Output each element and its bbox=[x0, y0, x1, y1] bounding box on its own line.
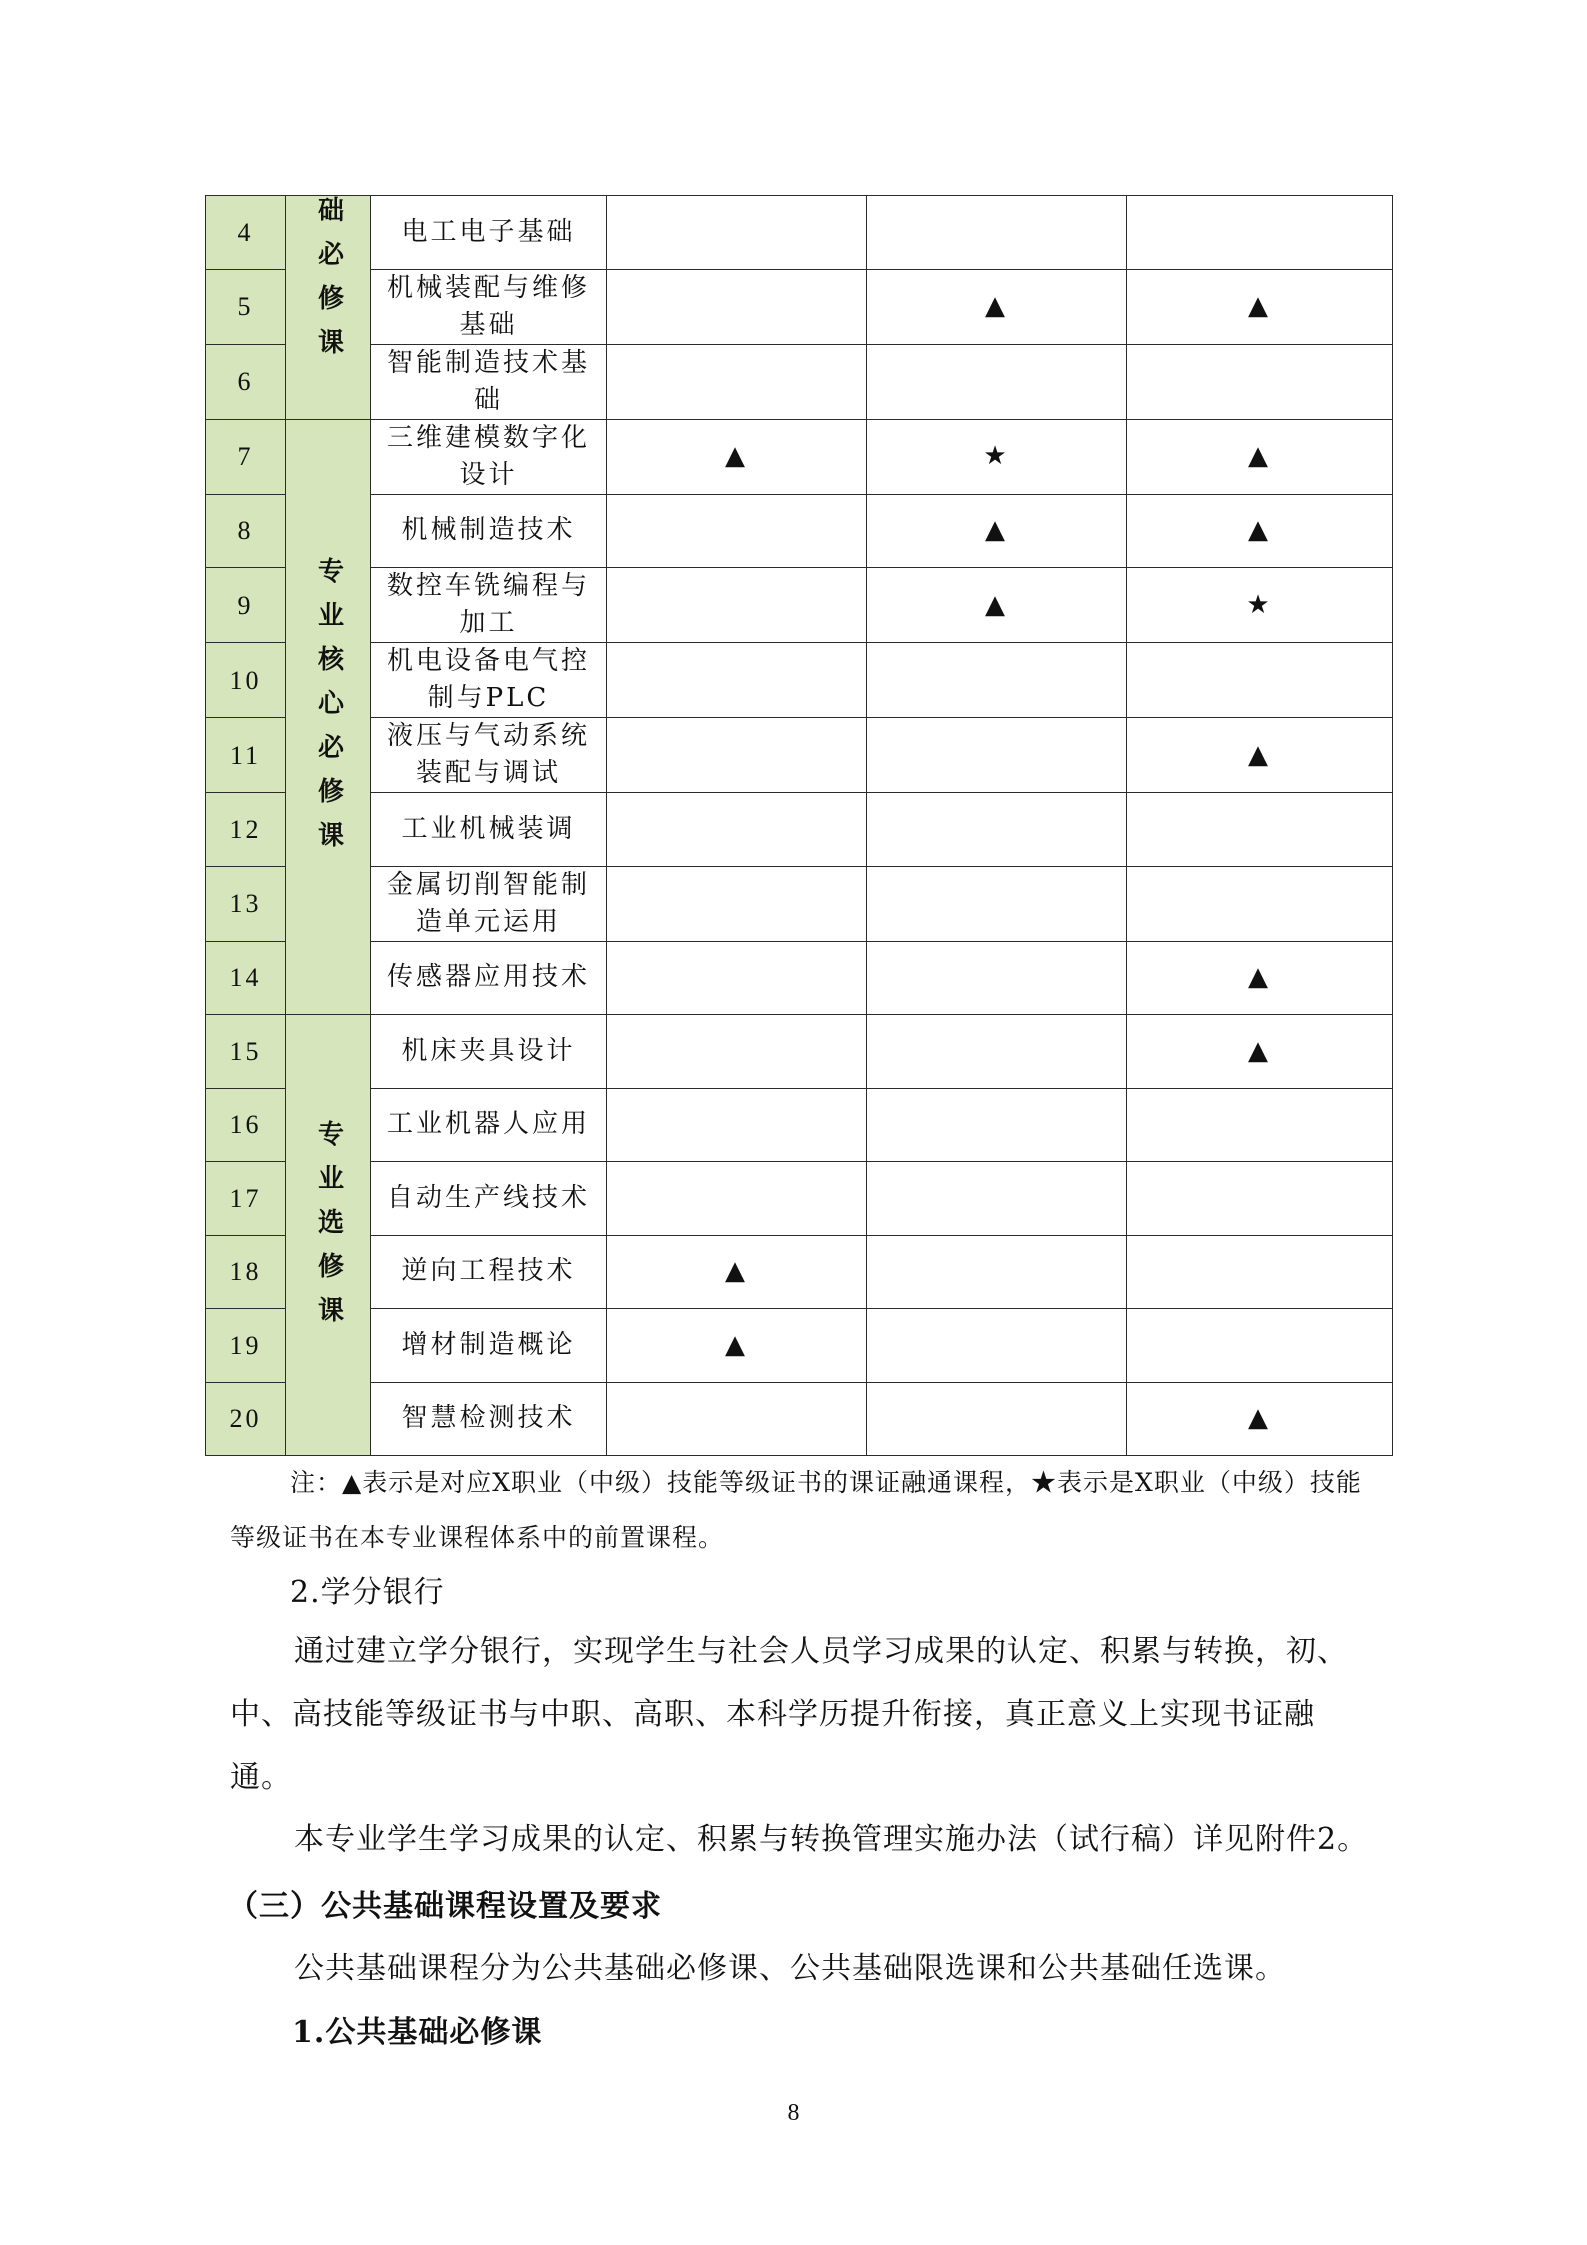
certificate-mark bbox=[607, 196, 867, 270]
course-name: 机床夹具设计 bbox=[371, 1015, 607, 1089]
course-category-label: 专业选修课 bbox=[313, 1119, 344, 1340]
row-number: 18 bbox=[206, 1235, 286, 1309]
table-row bbox=[206, 1162, 1393, 1236]
certificate-mark bbox=[1127, 1162, 1393, 1236]
table-row bbox=[206, 1235, 1393, 1309]
course-name: 三维建模数字化设计 bbox=[371, 419, 607, 494]
certificate-mark: ▲ bbox=[1127, 1015, 1393, 1089]
certificate-mark bbox=[1127, 1309, 1393, 1383]
certificate-mark bbox=[867, 1015, 1127, 1089]
certificate-mark: ▲ bbox=[607, 1235, 867, 1309]
certificate-mark bbox=[867, 344, 1127, 419]
table-row bbox=[206, 568, 1393, 643]
certificate-mark bbox=[867, 941, 1127, 1015]
certificate-mark: ▲ bbox=[1127, 718, 1393, 793]
certificate-mark bbox=[607, 718, 867, 793]
row-number: 19 bbox=[206, 1309, 286, 1383]
certificate-mark: ▲ bbox=[867, 269, 1127, 344]
certificate-mark bbox=[867, 1088, 1127, 1162]
course-name: 智能制造技术基础 bbox=[371, 344, 607, 419]
table-row bbox=[206, 1309, 1393, 1383]
table-row bbox=[206, 643, 1393, 718]
certificate-mark bbox=[607, 941, 867, 1015]
row-number: 11 bbox=[206, 718, 286, 793]
course-name: 增材制造概论 bbox=[371, 1309, 607, 1383]
certificate-mark bbox=[607, 494, 867, 568]
certificate-mark: ★ bbox=[867, 419, 1127, 494]
certificate-mark bbox=[1127, 1235, 1393, 1309]
course-name: 数控车铣编程与加工 bbox=[371, 568, 607, 643]
row-number: 10 bbox=[206, 643, 286, 718]
table-row bbox=[206, 494, 1393, 568]
row-number: 13 bbox=[206, 866, 286, 941]
certificate-mark: ▲ bbox=[607, 419, 867, 494]
paragraph-public-courses: 公共基础课程分为公共基础必修课、公共基础限选课和公共基础任选课。 bbox=[294, 1951, 1286, 1986]
table-row bbox=[206, 866, 1393, 941]
table-row bbox=[206, 419, 1393, 494]
certificate-mark bbox=[1127, 866, 1393, 941]
table-row bbox=[206, 344, 1393, 419]
course-name: 工业机械装调 bbox=[371, 793, 607, 867]
row-number: 4 bbox=[206, 196, 286, 270]
course-name: 金属切削智能制造单元运用 bbox=[371, 866, 607, 941]
certificate-mark bbox=[607, 1162, 867, 1236]
course-category bbox=[286, 196, 371, 420]
table-note: 注：▲表示是对应X职业（中级）技能等级证书的课证融通课程，★表示是X职业（中级）技能等级证书在本专业课程体系中的前置课程。 bbox=[230, 1468, 1362, 1552]
certificate-mark: ▲ bbox=[867, 568, 1127, 643]
row-number: 8 bbox=[206, 494, 286, 568]
paragraph-credit-bank: 通过建立学分银行，实现学生与社会人员学习成果的认定、积累与转换，初、中、高技能等级证书与中职、高职、本科学历提升衔接，真正意义上实现书证融通。 bbox=[230, 1634, 1348, 1795]
certificate-mark: ▲ bbox=[1127, 941, 1393, 1015]
course-category-label: 础必修课 bbox=[313, 196, 344, 372]
course-name: 机械装配与维修基础 bbox=[371, 269, 607, 344]
certificate-mark bbox=[867, 643, 1127, 718]
course-name: 传感器应用技术 bbox=[371, 941, 607, 1015]
certificate-mark bbox=[607, 866, 867, 941]
certificate-mark: ★ bbox=[1127, 568, 1393, 643]
course-category bbox=[286, 1015, 371, 1456]
row-number: 7 bbox=[206, 419, 286, 494]
certificate-mark bbox=[867, 1382, 1127, 1456]
course-category bbox=[286, 419, 371, 1015]
certificate-mark bbox=[607, 344, 867, 419]
certificate-mark bbox=[607, 1015, 867, 1089]
course-category-label: 专业核心必修课 bbox=[313, 557, 344, 866]
certificate-mark bbox=[1127, 643, 1393, 718]
course-name: 智慧检测技术 bbox=[371, 1382, 607, 1456]
certificate-mark bbox=[1127, 1088, 1393, 1162]
course-name: 液压与气动系统装配与调试 bbox=[371, 718, 607, 793]
table-row bbox=[206, 1015, 1393, 1089]
subheading-public-required: 1.公共基础必修课 bbox=[292, 2015, 543, 2050]
certificate-mark bbox=[867, 1235, 1127, 1309]
certificate-mark: ▲ bbox=[607, 1309, 867, 1383]
course-name: 电工电子基础 bbox=[371, 196, 607, 270]
certificate-mark: ▲ bbox=[1127, 494, 1393, 568]
row-number: 5 bbox=[206, 269, 286, 344]
certificate-mark bbox=[1127, 793, 1393, 867]
table-row bbox=[206, 1382, 1393, 1456]
certificate-mark bbox=[867, 866, 1127, 941]
page-number: 8 bbox=[787, 2100, 800, 2126]
row-number: 12 bbox=[206, 793, 286, 867]
course-certificate-table bbox=[205, 195, 1393, 1456]
certificate-mark: ▲ bbox=[1127, 269, 1393, 344]
row-number: 14 bbox=[206, 941, 286, 1015]
certificate-mark bbox=[867, 1162, 1127, 1236]
table-row bbox=[206, 196, 1393, 270]
certificate-mark bbox=[607, 269, 867, 344]
row-number: 6 bbox=[206, 344, 286, 419]
table-row bbox=[206, 718, 1393, 793]
table-row bbox=[206, 941, 1393, 1015]
certificate-mark bbox=[607, 1088, 867, 1162]
section-heading-credit-bank: 2.学分银行 bbox=[290, 1575, 445, 1610]
section-heading-public-courses: （三）公共基础课程设置及要求 bbox=[228, 1889, 662, 1924]
certificate-mark bbox=[867, 718, 1127, 793]
table-body bbox=[206, 196, 1393, 1456]
certificate-mark: ▲ bbox=[867, 494, 1127, 568]
course-name: 逆向工程技术 bbox=[371, 1235, 607, 1309]
certificate-mark bbox=[607, 643, 867, 718]
row-number: 17 bbox=[206, 1162, 286, 1236]
row-number: 20 bbox=[206, 1382, 286, 1456]
certificate-mark bbox=[1127, 344, 1393, 419]
course-name: 自动生产线技术 bbox=[371, 1162, 607, 1236]
table-row bbox=[206, 1088, 1393, 1162]
table-row bbox=[206, 793, 1393, 867]
row-number: 16 bbox=[206, 1088, 286, 1162]
certificate-mark bbox=[867, 793, 1127, 867]
row-number: 15 bbox=[206, 1015, 286, 1089]
certificate-mark: ▲ bbox=[1127, 1382, 1393, 1456]
certificate-mark: ▲ bbox=[1127, 419, 1393, 494]
course-name: 机械制造技术 bbox=[371, 494, 607, 568]
certificate-mark bbox=[607, 568, 867, 643]
certificate-mark bbox=[607, 793, 867, 867]
certificate-mark bbox=[867, 1309, 1127, 1383]
certificate-mark bbox=[1127, 196, 1393, 270]
certificate-mark bbox=[607, 1382, 867, 1456]
certificate-mark bbox=[867, 196, 1127, 270]
row-number: 9 bbox=[206, 568, 286, 643]
table-row bbox=[206, 269, 1393, 344]
course-name: 机电设备电气控制与PLC bbox=[371, 643, 607, 718]
course-name: 工业机器人应用 bbox=[371, 1088, 607, 1162]
paragraph-appendix: 本专业学生学习成果的认定、积累与转换管理实施办法（试行稿）详见附件2。 bbox=[294, 1822, 1369, 1857]
